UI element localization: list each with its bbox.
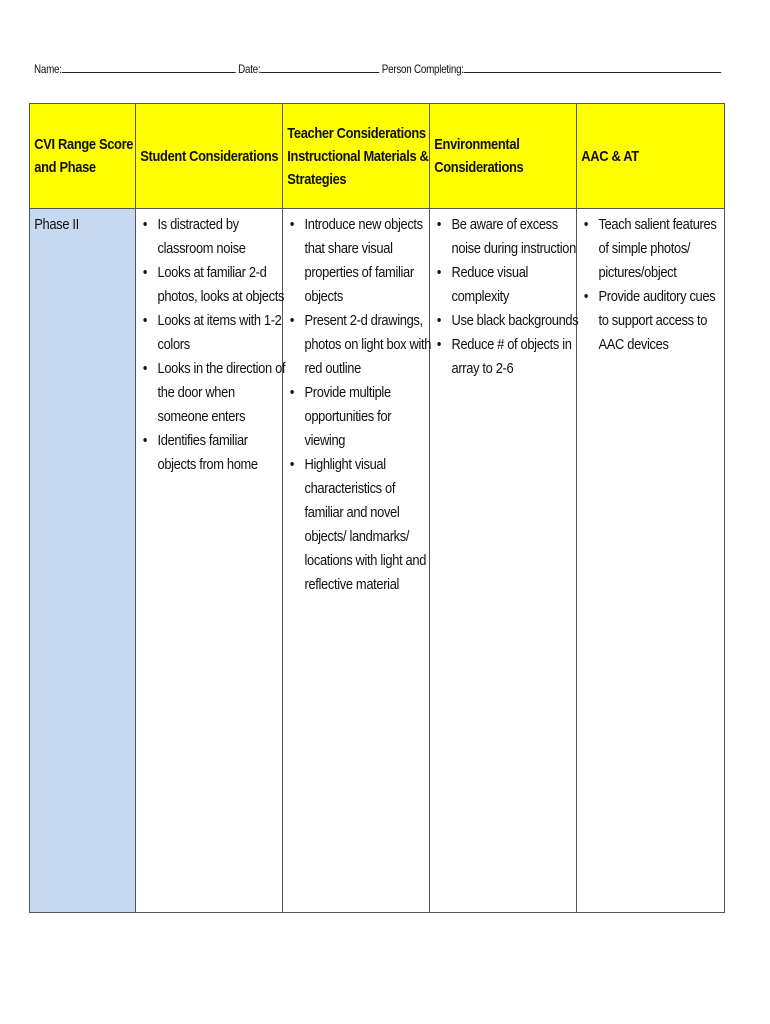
phase-label: Phase II [34, 216, 79, 233]
name-blank[interactable] [62, 62, 236, 73]
list-item: • Teach salient features of simple photos/ pictures/object [599, 213, 728, 285]
column-header-cvi-range: CVI Range Score and Phase [30, 104, 136, 209]
cvi-considerations-table [29, 103, 725, 913]
list-item: • Provide auditory cues to support access to AAC devices [599, 285, 728, 357]
list-item: • Use black backgrounds [452, 309, 580, 333]
environmental-considerations-cell [430, 209, 577, 913]
date-blank[interactable] [260, 62, 379, 73]
teacher-considerations-cell [283, 209, 430, 913]
list-item: • Reduce # of objects in array to 2-6 [452, 333, 580, 381]
list-item: • Reduce visual complexity [452, 261, 580, 309]
list-item: • Highlight visual characteristics of familiar and novel objects/ landmarks/ locations with light and reflective material [305, 453, 433, 597]
table-row [30, 209, 725, 913]
list-item: • Looks at items with 1-2 colors [158, 309, 286, 357]
column-header-teacher: Teacher Considerations Instructional Materials & Strategies [283, 104, 430, 209]
form-header [34, 62, 600, 76]
person-completing-label: Person Completing: [381, 62, 464, 76]
list-item: • Looks at familiar 2-d photos, looks at objects [158, 261, 286, 309]
phase-cell [30, 209, 136, 913]
list-item: • Be aware of excess noise during instruction [452, 213, 580, 261]
aac-at-cell [577, 209, 725, 913]
list-item: • Provide multiple opportunities for viewing [305, 381, 433, 453]
date-label: Date: [238, 62, 261, 76]
name-label: Name: [34, 62, 62, 76]
table-header-row [30, 104, 725, 209]
list-item: • Looks in the direction of the door when someone enters [158, 357, 286, 429]
person-completing-blank[interactable] [464, 62, 721, 73]
column-header-environmental: Environmental Considerations [430, 104, 577, 209]
column-header-aac-at: AAC & AT [577, 104, 725, 209]
list-item: • Present 2-d drawings, photos on light box with red outline [305, 309, 433, 381]
student-considerations-cell [136, 209, 286, 913]
list-item: • Is distracted by classroom noise [158, 213, 286, 261]
list-item: • Identifies familiar objects from home [158, 429, 286, 477]
column-header-student: Student Considerations [136, 104, 283, 209]
list-item: • Introduce new objects that share visual properties of familiar objects [305, 213, 433, 309]
